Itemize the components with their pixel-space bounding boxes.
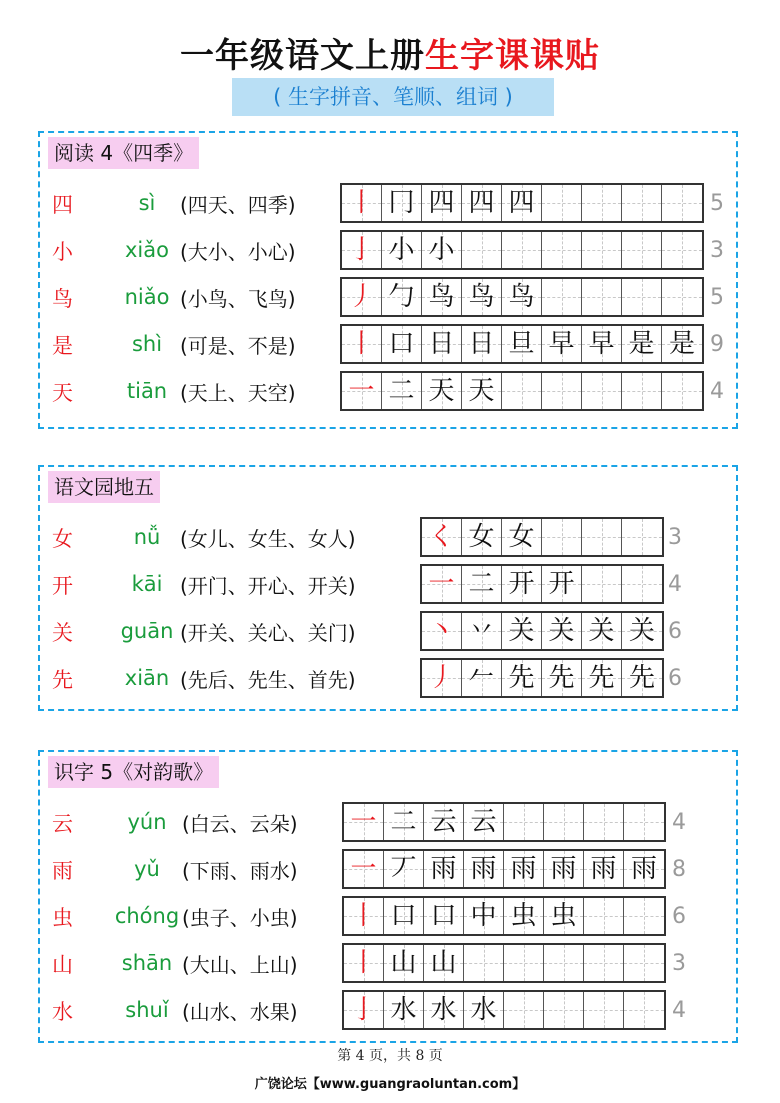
- stroke-step: 冂: [388, 188, 415, 218]
- grid-cell: [342, 326, 382, 362]
- character-row: [40, 990, 740, 1032]
- stroke-order-grid: [340, 277, 704, 317]
- stroke-order-grid: [340, 371, 704, 411]
- grid-cell: [344, 992, 384, 1028]
- grid-cell: [542, 185, 582, 221]
- title-main: 一年级语文上册: [180, 36, 425, 76]
- grid-cell: [422, 373, 462, 409]
- grid-cell: [342, 185, 382, 221]
- stroke-step: 关: [508, 616, 535, 646]
- grid-cell: [544, 851, 584, 887]
- grid-cell: [584, 804, 624, 840]
- stroke-count: 5: [710, 191, 724, 216]
- stroke-step: 开: [508, 569, 535, 599]
- grid-cell: [464, 851, 504, 887]
- stroke-step: 关: [588, 616, 615, 646]
- word-examples: (大小、小心): [180, 240, 296, 264]
- stroke-order-grid: [342, 849, 666, 889]
- stroke-count: 3: [672, 951, 686, 976]
- character: 天: [52, 381, 73, 405]
- section-heading: 语文园地五: [48, 471, 160, 503]
- stroke-step: 日: [428, 329, 455, 359]
- stroke-step: 是: [668, 329, 695, 359]
- grid-cell: [622, 185, 662, 221]
- grid-cell: [504, 992, 544, 1028]
- stroke-step: 二: [390, 807, 417, 837]
- word-examples: (四天、四季): [180, 193, 296, 217]
- stroke-count: 4: [710, 379, 724, 404]
- character: 先: [52, 668, 73, 692]
- pinyin: shì: [131, 332, 163, 356]
- grid-cell: [422, 660, 462, 696]
- stroke-count: 6: [668, 666, 682, 691]
- grid-cell: [584, 851, 624, 887]
- grid-cell: [544, 898, 584, 934]
- stroke-step: 云: [430, 807, 457, 837]
- character: 鸟: [52, 287, 73, 311]
- grid-cell: [462, 373, 502, 409]
- stroke-step: 一: [350, 854, 377, 884]
- stroke-order-grid: [340, 230, 704, 270]
- grid-cell: [502, 660, 542, 696]
- grid-cell: [424, 945, 464, 981]
- character-row: [40, 943, 740, 985]
- character: 四: [52, 193, 73, 217]
- grid-cell: [462, 185, 502, 221]
- character-row: [40, 230, 740, 272]
- pinyin: kāi: [131, 572, 163, 596]
- grid-cell: [502, 185, 542, 221]
- character-row: [40, 277, 740, 319]
- character: 水: [52, 1000, 73, 1024]
- grid-cell: [582, 373, 622, 409]
- page-title: [0, 28, 780, 77]
- stroke-step: 二: [468, 569, 495, 599]
- stroke-order-grid: [420, 658, 664, 698]
- grid-cell: [622, 566, 662, 602]
- grid-cell: [382, 185, 422, 221]
- stroke-step: 山: [430, 948, 457, 978]
- grid-cell: [624, 851, 664, 887]
- stroke-step: 水: [470, 995, 497, 1025]
- word-examples: (开门、开心、开关): [180, 574, 356, 598]
- stroke-step: 中: [470, 901, 497, 931]
- stroke-count: 6: [668, 619, 682, 644]
- grid-cell: [384, 992, 424, 1028]
- pinyin: niǎo: [124, 285, 170, 309]
- grid-cell: [382, 373, 422, 409]
- grid-cell: [622, 519, 662, 555]
- character-row: [40, 564, 740, 606]
- grid-cell: [382, 232, 422, 268]
- character-row: [40, 371, 740, 413]
- stroke-step: 丨: [348, 329, 375, 359]
- grid-cell: [624, 945, 664, 981]
- grid-cell: [662, 373, 702, 409]
- grid-cell: [582, 613, 622, 649]
- pinyin: guān: [120, 619, 174, 643]
- grid-cell: [384, 945, 424, 981]
- pinyin: shuǐ: [125, 998, 169, 1022]
- word-examples: (开关、关心、关门): [180, 621, 356, 645]
- grid-cell: [462, 326, 502, 362]
- grid-cell: [462, 660, 502, 696]
- grid-cell: [624, 898, 664, 934]
- stroke-step: 丨: [348, 188, 375, 218]
- stroke-step: 开: [548, 569, 575, 599]
- stroke-step: 女: [468, 522, 495, 552]
- grid-cell: [504, 898, 544, 934]
- stroke-count: 3: [710, 238, 724, 263]
- character-row: [40, 517, 740, 559]
- character: 云: [52, 812, 73, 836]
- watermark: 广饶论坛【www.guangraoluntan.com】: [254, 1077, 526, 1092]
- stroke-step: 四: [508, 188, 535, 218]
- grid-cell: [582, 279, 622, 315]
- stroke-step: 丿: [428, 663, 455, 693]
- stroke-step: 四: [428, 188, 455, 218]
- stroke-step: 四: [468, 188, 495, 218]
- word-examples: (虫子、小虫): [182, 906, 298, 930]
- grid-cell: [384, 851, 424, 887]
- grid-cell: [422, 566, 462, 602]
- word-examples: (小鸟、飞鸟): [180, 287, 296, 311]
- stroke-step: 丨: [350, 948, 377, 978]
- stroke-count: 4: [672, 998, 686, 1023]
- character-row: [40, 183, 740, 225]
- grid-cell: [542, 326, 582, 362]
- stroke-count: 6: [672, 904, 686, 929]
- stroke-order-grid: [342, 943, 666, 983]
- grid-cell: [662, 232, 702, 268]
- stroke-step: 旦: [508, 329, 535, 359]
- stroke-count: 4: [672, 810, 686, 835]
- grid-cell: [542, 373, 582, 409]
- stroke-count: 5: [710, 285, 724, 310]
- stroke-count: 4: [668, 572, 682, 597]
- grid-cell: [462, 613, 502, 649]
- stroke-step: 亅: [350, 995, 377, 1025]
- stroke-order-grid: [340, 183, 704, 223]
- stroke-step: 水: [430, 995, 457, 1025]
- grid-cell: [584, 992, 624, 1028]
- grid-cell: [462, 566, 502, 602]
- grid-cell: [542, 279, 582, 315]
- grid-cell: [344, 851, 384, 887]
- stroke-step: 丨: [350, 901, 377, 931]
- grid-cell: [542, 566, 582, 602]
- grid-cell: [344, 804, 384, 840]
- grid-cell: [502, 279, 542, 315]
- grid-cell: [464, 945, 504, 981]
- stroke-order-grid: [342, 802, 666, 842]
- section-2: [38, 465, 738, 711]
- stroke-step: 一: [428, 569, 455, 599]
- character: 雨: [52, 859, 73, 883]
- stroke-step: 二: [388, 376, 415, 406]
- grid-cell: [584, 945, 624, 981]
- stroke-step: 亅: [348, 235, 375, 265]
- stroke-step: 丶: [428, 616, 455, 646]
- grid-cell: [382, 279, 422, 315]
- character: 山: [52, 953, 73, 977]
- character: 开: [52, 574, 73, 598]
- character-row: [40, 802, 740, 844]
- stroke-step: 鸟: [428, 282, 455, 312]
- stroke-step: 是: [628, 329, 655, 359]
- grid-cell: [422, 279, 462, 315]
- pinyin: yǔ: [134, 857, 160, 881]
- character-row: [40, 896, 740, 938]
- grid-cell: [502, 232, 542, 268]
- word-examples: (山水、水果): [182, 1000, 298, 1024]
- grid-cell: [624, 804, 664, 840]
- stroke-step: 山: [390, 948, 417, 978]
- grid-cell: [342, 373, 382, 409]
- word-examples: (白云、云朵): [182, 812, 298, 836]
- grid-cell: [542, 519, 582, 555]
- character: 关: [52, 621, 73, 645]
- stroke-step: 口: [390, 901, 417, 931]
- stroke-step: 关: [548, 616, 575, 646]
- stroke-step: 一: [350, 807, 377, 837]
- stroke-step: 雨: [590, 854, 617, 884]
- grid-cell: [502, 519, 542, 555]
- grid-cell: [422, 185, 462, 221]
- title-accent: 生字课课贴: [425, 36, 600, 76]
- grid-cell: [422, 326, 462, 362]
- grid-cell: [622, 326, 662, 362]
- grid-cell: [622, 279, 662, 315]
- section-1: [38, 131, 738, 429]
- grid-cell: [622, 660, 662, 696]
- grid-cell: [424, 851, 464, 887]
- grid-cell: [582, 519, 622, 555]
- grid-cell: [582, 660, 622, 696]
- grid-cell: [582, 185, 622, 221]
- grid-cell: [462, 279, 502, 315]
- grid-cell: [502, 613, 542, 649]
- stroke-step: 先: [548, 663, 575, 693]
- grid-cell: [384, 804, 424, 840]
- pinyin: shān: [121, 951, 173, 975]
- grid-cell: [542, 660, 582, 696]
- grid-cell: [544, 804, 584, 840]
- stroke-order-grid: [342, 990, 666, 1030]
- stroke-step: 雨: [470, 854, 497, 884]
- grid-cell: [502, 566, 542, 602]
- grid-cell: [382, 326, 422, 362]
- page-footer: 第 4 页，共 8 页: [337, 1048, 443, 1064]
- grid-cell: [542, 232, 582, 268]
- grid-cell: [384, 898, 424, 934]
- stroke-count: 9: [710, 332, 724, 357]
- stroke-step: 鸟: [508, 282, 535, 312]
- stroke-step: 天: [428, 376, 455, 406]
- stroke-step: 勹: [388, 282, 415, 312]
- grid-cell: [504, 945, 544, 981]
- stroke-order-grid: [340, 324, 704, 364]
- stroke-step: 水: [390, 995, 417, 1025]
- stroke-step: 雨: [430, 854, 457, 884]
- section-heading: 阅读 4《四季》: [48, 137, 199, 169]
- section-heading: 识字 5《对韵歌》: [48, 756, 219, 788]
- grid-cell: [544, 992, 584, 1028]
- stroke-step: 先: [628, 663, 655, 693]
- stroke-step: 小: [388, 235, 415, 265]
- stroke-count: 8: [672, 857, 686, 882]
- stroke-step: 日: [468, 329, 495, 359]
- word-examples: (可是、不是): [180, 334, 296, 358]
- word-examples: (先后、先生、首先): [180, 668, 356, 692]
- stroke-order-grid: [342, 896, 666, 936]
- grid-cell: [662, 185, 702, 221]
- stroke-order-grid: [420, 517, 664, 557]
- stroke-step: 雨: [550, 854, 577, 884]
- grid-cell: [344, 898, 384, 934]
- grid-cell: [464, 992, 504, 1028]
- pinyin: xiān: [124, 666, 170, 690]
- character: 虫: [52, 906, 73, 930]
- stroke-step: 丷: [468, 616, 495, 646]
- grid-cell: [584, 898, 624, 934]
- stroke-step: 口: [388, 329, 415, 359]
- stroke-order-grid: [420, 611, 664, 651]
- grid-cell: [424, 804, 464, 840]
- stroke-step: 天: [468, 376, 495, 406]
- stroke-step: 虫: [550, 901, 577, 931]
- grid-cell: [662, 279, 702, 315]
- word-examples: (大山、上山): [182, 953, 298, 977]
- stroke-step: 先: [508, 663, 535, 693]
- grid-cell: [624, 992, 664, 1028]
- stroke-step: 女: [508, 522, 535, 552]
- subtitle-banner: ( 生字拼音、笔顺、组词 ): [232, 78, 554, 116]
- stroke-step: 早: [548, 329, 575, 359]
- grid-cell: [344, 945, 384, 981]
- stroke-step: 鸟: [468, 282, 495, 312]
- grid-cell: [342, 279, 382, 315]
- stroke-step: 雨: [510, 854, 537, 884]
- grid-cell: [422, 232, 462, 268]
- stroke-step: 丿: [348, 282, 375, 312]
- pinyin: nǚ: [133, 525, 161, 549]
- word-examples: (下雨、雨水): [182, 859, 298, 883]
- grid-cell: [424, 992, 464, 1028]
- pinyin: yún: [127, 810, 167, 834]
- grid-cell: [622, 232, 662, 268]
- grid-cell: [342, 232, 382, 268]
- stroke-step: 先: [588, 663, 615, 693]
- grid-cell: [422, 519, 462, 555]
- stroke-step: 雨: [630, 854, 657, 884]
- character: 小: [52, 240, 73, 264]
- stroke-step: 口: [430, 901, 457, 931]
- character: 是: [52, 334, 73, 358]
- pinyin: sì: [138, 191, 156, 215]
- pinyin: chóng: [114, 904, 180, 928]
- stroke-step: 一: [348, 376, 375, 406]
- grid-cell: [504, 804, 544, 840]
- stroke-order-grid: [420, 564, 664, 604]
- grid-cell: [422, 613, 462, 649]
- section-3: [38, 750, 738, 1043]
- grid-cell: [464, 898, 504, 934]
- stroke-step: く: [428, 522, 455, 552]
- stroke-step: 早: [588, 329, 615, 359]
- grid-cell: [622, 613, 662, 649]
- word-examples: (女儿、女生、女人): [180, 527, 356, 551]
- grid-cell: [464, 804, 504, 840]
- grid-cell: [462, 519, 502, 555]
- pinyin: tiān: [126, 379, 168, 403]
- stroke-step: 虫: [510, 901, 537, 931]
- grid-cell: [542, 613, 582, 649]
- character: 女: [52, 527, 73, 551]
- grid-cell: [502, 326, 542, 362]
- word-examples: (天上、天空): [180, 381, 296, 405]
- character-row: [40, 611, 740, 653]
- stroke-step: 云: [470, 807, 497, 837]
- grid-cell: [582, 566, 622, 602]
- grid-cell: [582, 232, 622, 268]
- stroke-step: 关: [628, 616, 655, 646]
- grid-cell: [544, 945, 584, 981]
- grid-cell: [504, 851, 544, 887]
- grid-cell: [662, 326, 702, 362]
- stroke-step: 丆: [390, 854, 417, 884]
- grid-cell: [582, 326, 622, 362]
- pinyin: xiǎo: [125, 238, 169, 262]
- character-row: [40, 658, 740, 700]
- character-row: [40, 849, 740, 891]
- grid-cell: [622, 373, 662, 409]
- grid-cell: [462, 232, 502, 268]
- grid-cell: [424, 898, 464, 934]
- character-row: [40, 324, 740, 366]
- grid-cell: [502, 373, 542, 409]
- stroke-step: 𠂉: [468, 663, 495, 693]
- stroke-count: 3: [668, 525, 682, 550]
- stroke-step: 小: [428, 235, 455, 265]
